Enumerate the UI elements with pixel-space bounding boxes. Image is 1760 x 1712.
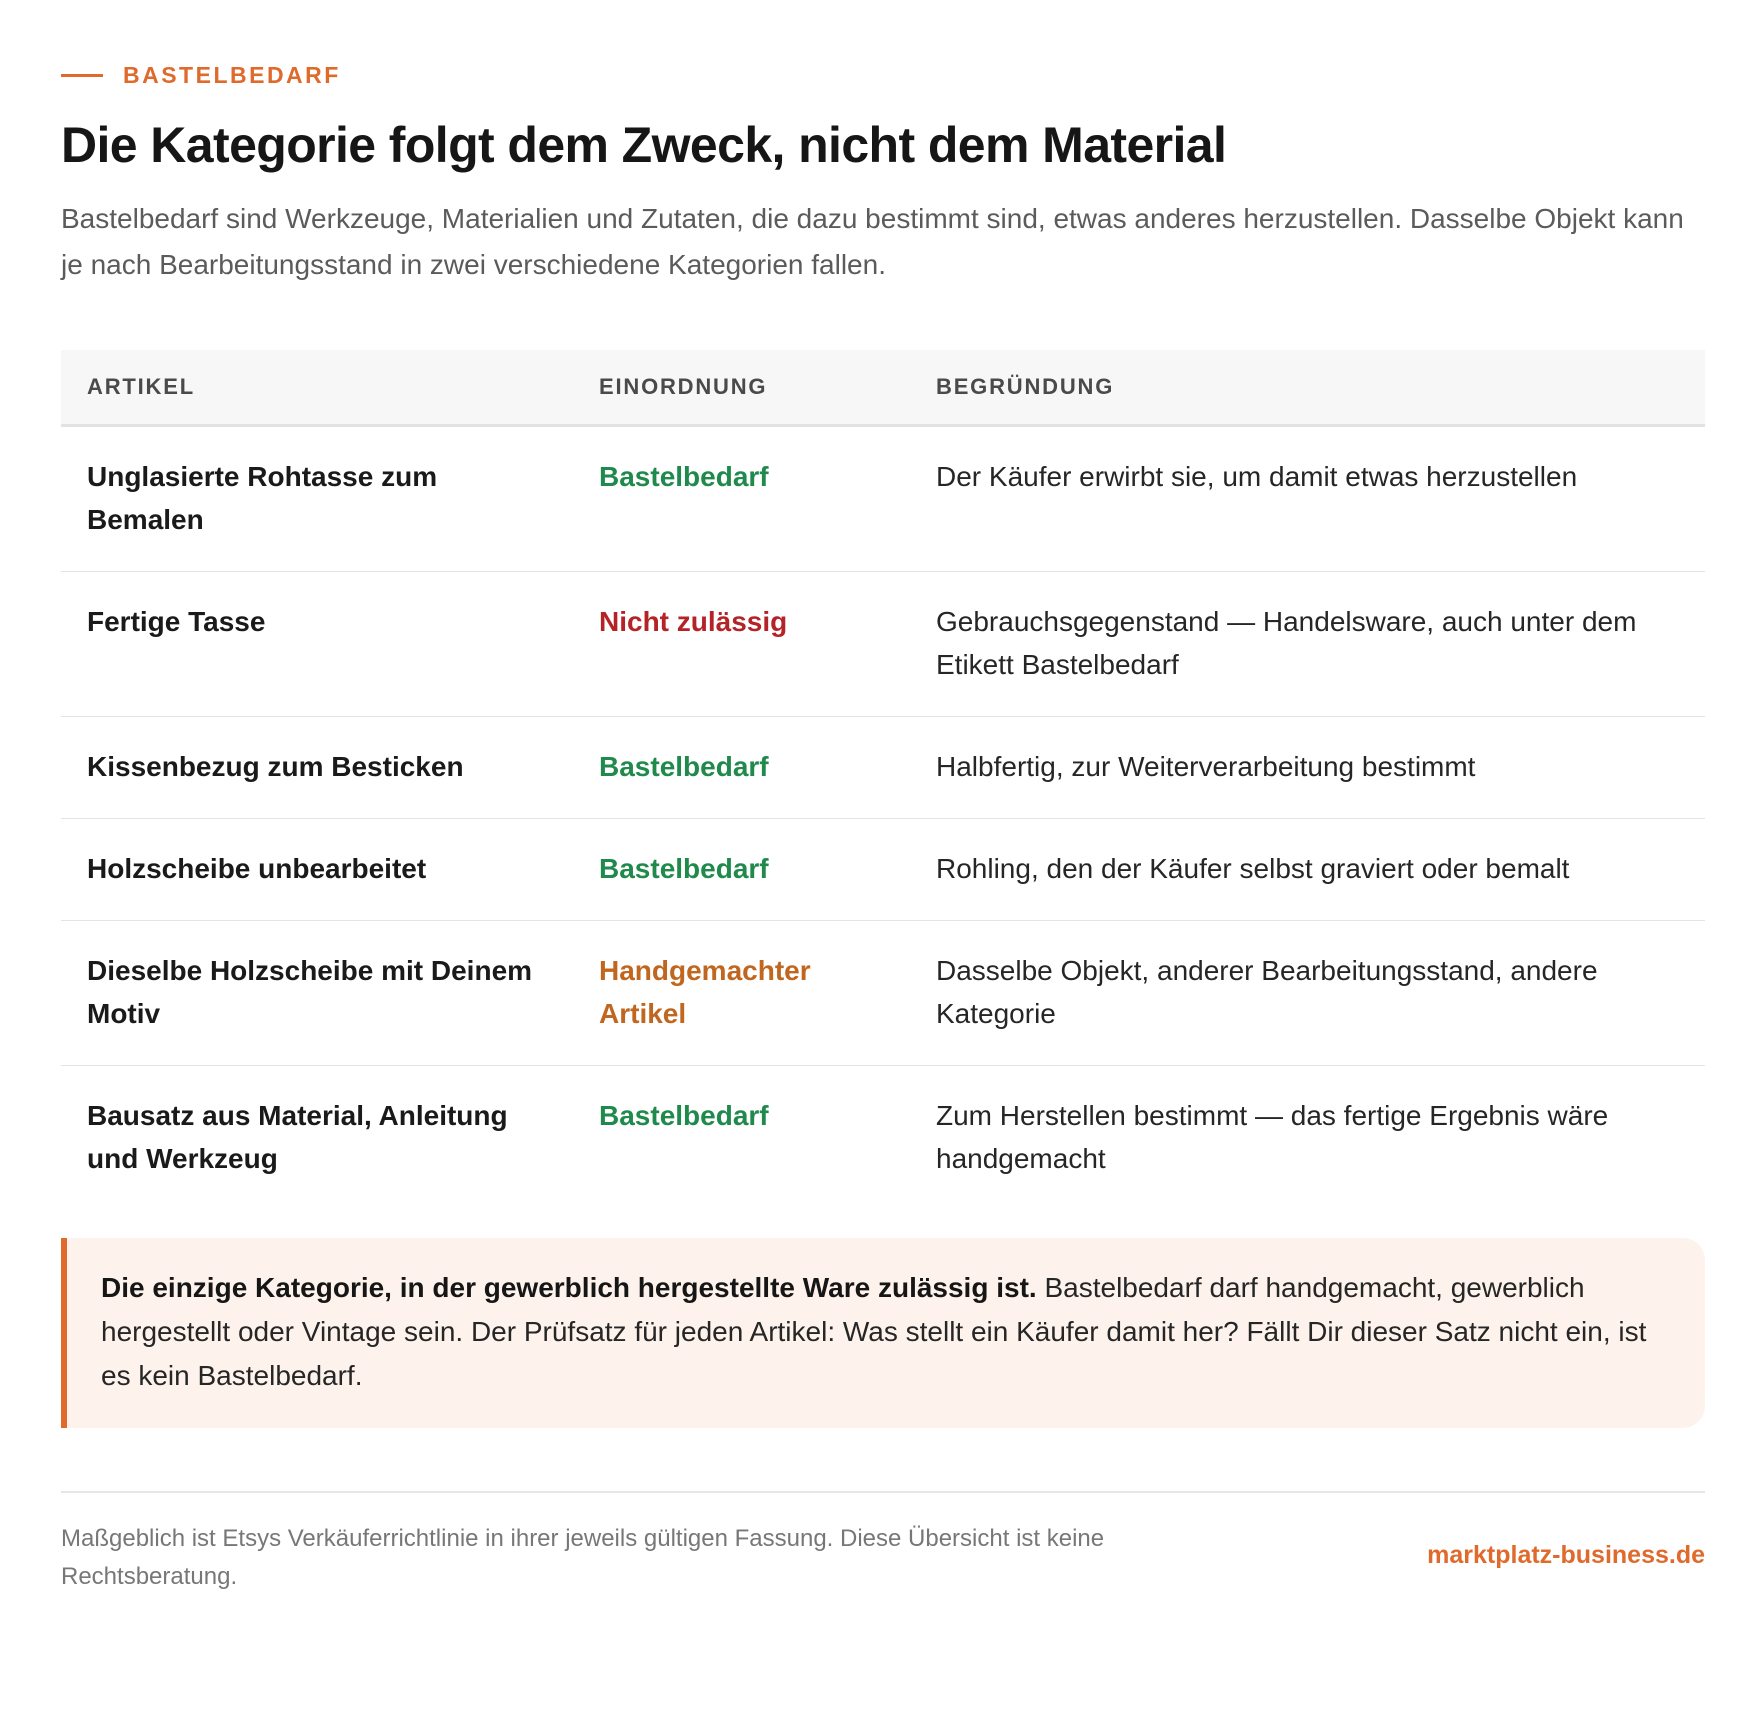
page-subtitle: Bastelbedarf sind Werkzeuge, Materialien und Zutaten, die dazu bestimmt sind, etwas anderes herzustellen. Dasselbe Objekt kann je nach Bearbeitungsstand in zwei verschiedene Kategorien fallen. [61,203,1684,280]
cell-einordnung: Bastelbedarf [573,426,910,572]
cell-artikel: Dieselbe Holzscheibe mit Deinem Motiv [61,921,573,1066]
callout-lead: Die einzige Kategorie, in der gewerblich hergestellte Ware zulässig ist. [101,1272,1037,1303]
callout-box [61,1238,1705,1428]
table-header-row [61,350,1705,426]
page-title: Die Kategorie folgt dem Zweck, nicht dem Material [61,117,1227,173]
cell-artikel: Unglasierte Rohtasse zum Bemalen [61,426,573,572]
cell-einordnung: Bastelbedarf [573,819,910,921]
cell-artikel: Kissenbezug zum Besticken [61,717,573,819]
category-table [61,350,1705,1210]
cell-begruendung: Halbfertig, zur Weiterverarbeitung bestimmt [910,717,1705,819]
cell-einordnung: Handgemachter Artikel [573,921,910,1066]
cell-einordnung: Bastelbedarf [573,717,910,819]
cell-begruendung: Der Käufer erwirbt sie, um damit etwas herzustellen [910,426,1705,572]
cell-begruendung: Rohling, den der Käufer selbst graviert oder bemalt [910,819,1705,921]
table-header [61,350,1705,426]
site-link[interactable]: marktplatz-business.de [1427,1541,1705,1569]
table-row [61,819,1705,921]
footer-note: Maßgeblich ist Etsys Verkäuferrichtlinie in ihrer jeweils gültigen Fassung. Diese Übersicht ist keine Rechtsberatung. [61,1525,1105,1590]
cell-begruendung: Gebrauchsgegenstand — Handelsware, auch unter dem Etikett Bastelbedarf [910,572,1705,717]
table-row [61,921,1705,1066]
table-row [61,1066,1705,1211]
cell-begruendung: Dasselbe Objekt, anderer Bearbeitungsstand, andere Kategorie [910,921,1705,1066]
table-body [61,426,1705,1211]
cell-artikel: Bausatz aus Material, Anleitung und Werkzeug [87,1100,508,1174]
eyebrow [61,62,341,89]
column-header-begruendung: BEGRÜNDUNG [910,350,1705,426]
cell-artikel: Holzscheibe unbearbeitet [61,819,573,921]
eyebrow-label: BASTELBEDARF [123,62,341,88]
footer-divider [61,1491,1705,1493]
cell-einordnung: Nicht zulässig [573,572,910,717]
cell-einordnung: Bastelbedarf [599,1100,769,1131]
eyebrow-accent-line [61,74,103,77]
cell-begruendung: Zum Herstellen bestimmt — das fertige Ergebnis wäre handgemacht [936,1100,1609,1174]
cell-artikel: Fertige Tasse [61,572,573,717]
table-row [61,572,1705,717]
table-row [61,426,1705,572]
callout-body: Bastelbedarf darf handgemacht, gewerblich hergestellt oder Vintage sein. Der Prüfsatz für jeden Artikel: Was stellt ein Käufer damit her? Fällt Dir dieser Satz nicht ein, ist es kein Bastelbedarf. [101,1272,1647,1391]
column-header-artikel: ARTIKEL [61,350,573,426]
column-header-einordnung: EINORDNUNG [573,350,910,426]
table-row [61,717,1705,819]
